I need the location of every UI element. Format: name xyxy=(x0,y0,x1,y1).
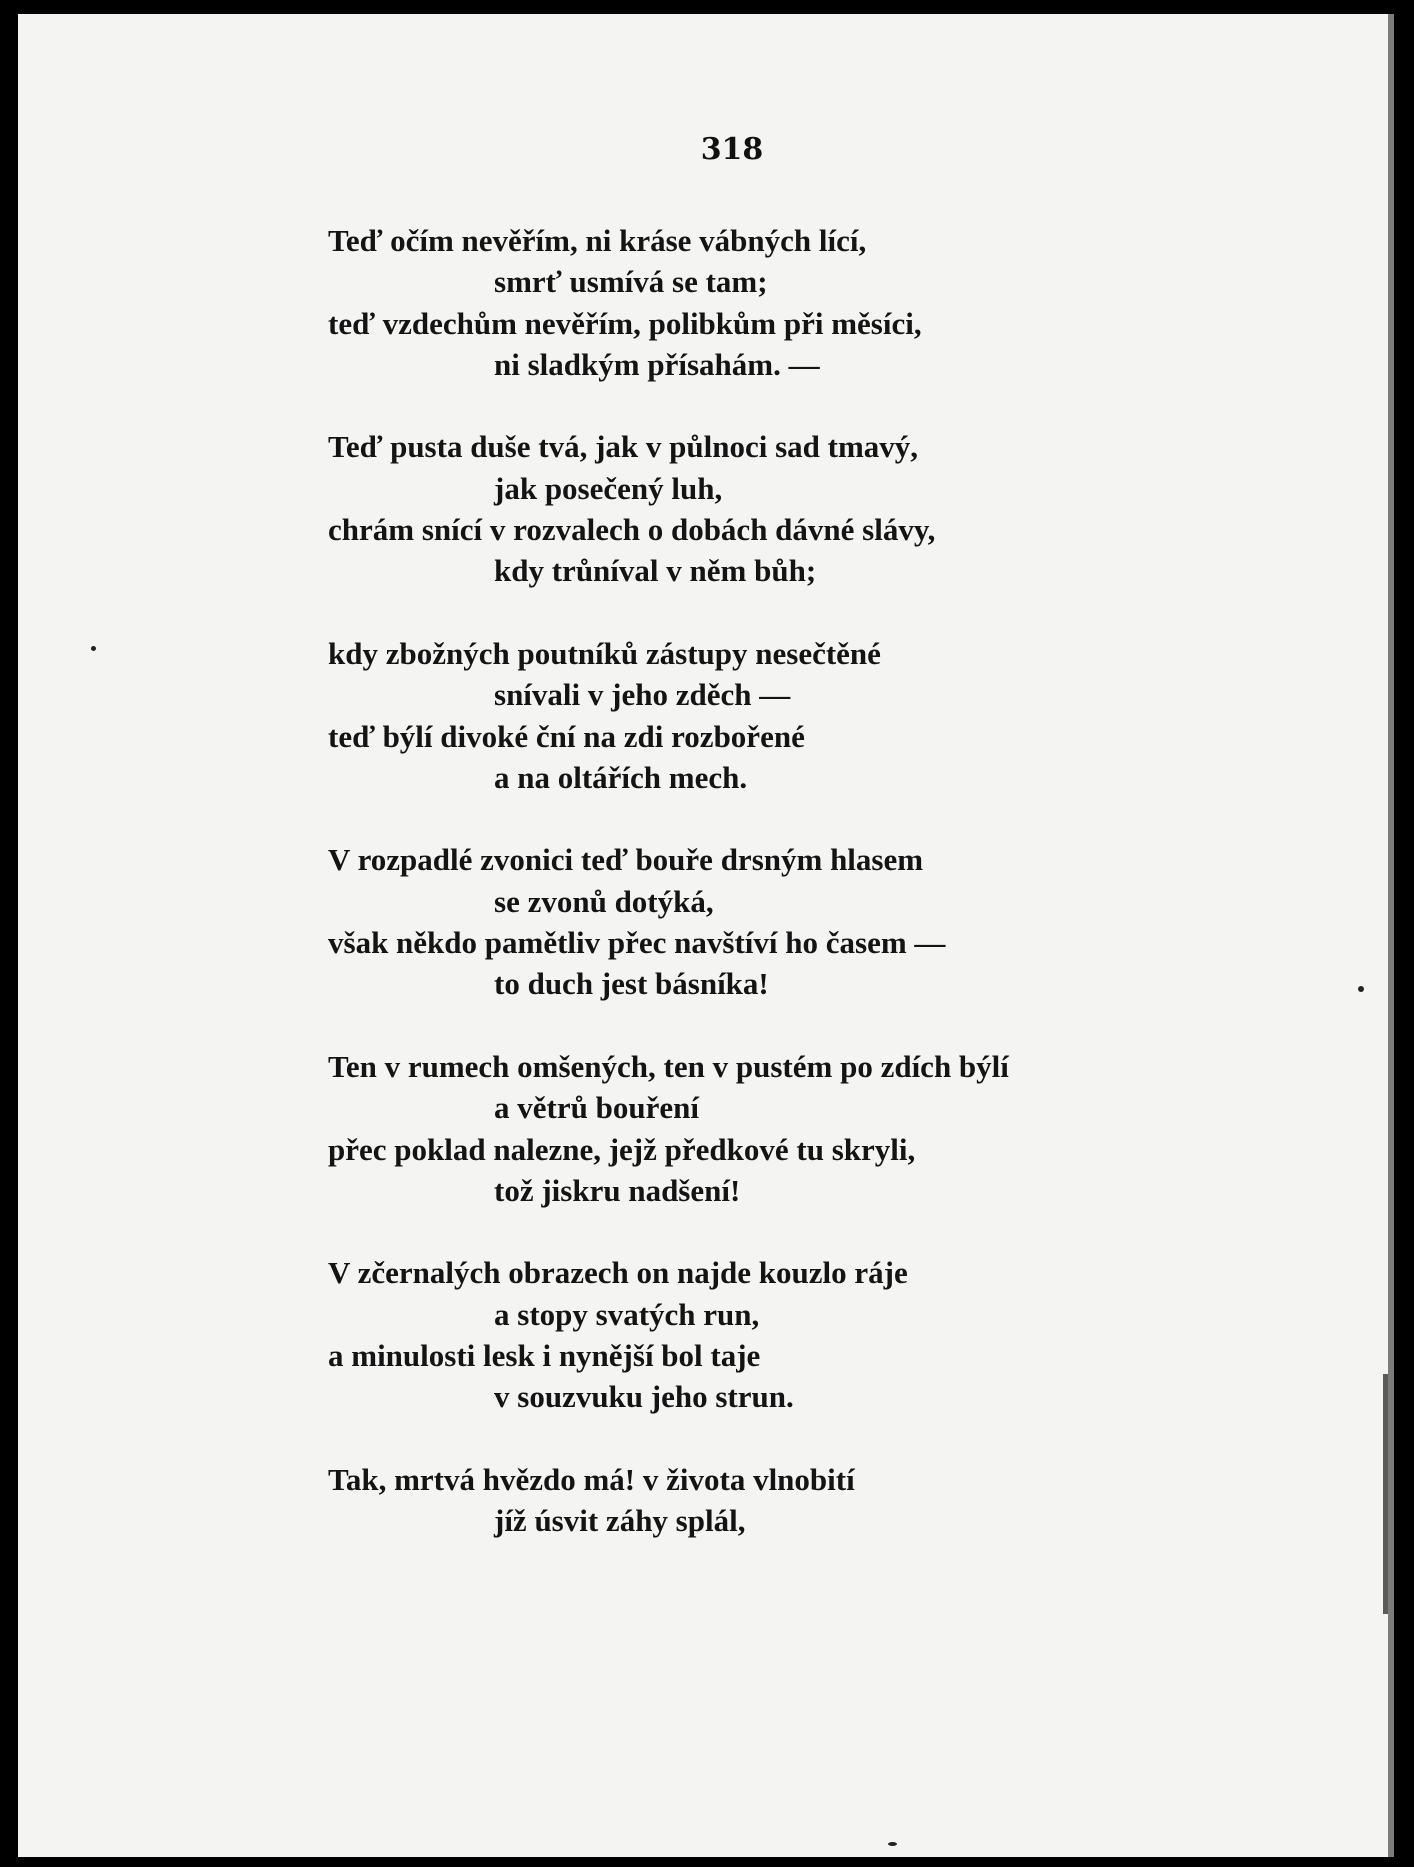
verse-line: a na oltářích mech. xyxy=(494,759,748,795)
verse-line: a stopy svatých run, xyxy=(494,1296,760,1332)
page-number: 318 xyxy=(700,132,764,167)
stanza xyxy=(328,426,1328,591)
verse-line: a větrů bouření xyxy=(494,1090,699,1126)
verse-line: tož jiskru nadšení! xyxy=(494,1172,741,1208)
stanza xyxy=(328,1252,1328,1417)
page-edge-shadow xyxy=(1388,14,1394,1857)
stanza xyxy=(328,633,1328,798)
poem xyxy=(328,220,1328,1583)
verse-line: ni sladkým přísahám. — xyxy=(494,346,820,382)
scan-speck xyxy=(1358,986,1364,992)
verse-line: teď vzdechům nevěřím, polibkům při měsíci, xyxy=(328,305,922,341)
verse-line: Teď očím nevěřím, ni kráse vábných lící, xyxy=(328,223,867,258)
verse-line: snívali v jeho zděch — xyxy=(494,677,791,713)
verse-line: kdy zbožných poutníků zástupy nesečtěné xyxy=(328,635,881,671)
verse-line: jíž úsvit záhy splál, xyxy=(494,1503,746,1539)
verse-line: přec poklad nalezne, jejž předkové tu skryli, xyxy=(328,1131,916,1167)
verse-line: kdy trůníval v něm bůh; xyxy=(494,553,817,589)
stanza xyxy=(328,839,1328,1004)
verse-line: se zvonů dotýká, xyxy=(494,883,714,919)
verse-line: jak posečený luh, xyxy=(494,470,723,506)
verse-line: v souzvuku jeho strun. xyxy=(494,1379,794,1415)
stanza xyxy=(328,1459,1328,1542)
verse-line: Ten v rumech omšených, ten v pustém po zdích býlí xyxy=(328,1048,1009,1084)
stanza xyxy=(328,1046,1328,1211)
verse-line: V zčernalých obrazech on najde kouzlo ráje xyxy=(328,1255,908,1291)
stanza xyxy=(328,220,1328,385)
page-edge-shadow xyxy=(1383,1374,1388,1614)
verse-line: to duch jest básníka! xyxy=(494,966,769,1002)
verse-line: smrť usmívá se tam; xyxy=(494,264,768,300)
verse-line: však někdo pamětliv přec navštíví ho časem — xyxy=(328,925,946,961)
verse-line: Teď pusta duše tvá, jak v půlnoci sad tmavý, xyxy=(328,429,919,465)
verse-line: chrám snící v rozvalech o dobách dávné slávy, xyxy=(328,512,936,548)
verse-line: teď býlí divoké ční na zdi rozbořené xyxy=(328,718,805,754)
scan-speck xyxy=(888,1842,897,1846)
verse-line: a minulosti lesk i nynější bol taje xyxy=(328,1338,761,1374)
scan-speck xyxy=(91,646,96,651)
verse-line: V rozpadlé zvonici teď bouře drsným hlasem xyxy=(328,842,924,878)
book-page xyxy=(18,14,1394,1857)
verse-line: Tak, mrtvá hvězdo má! v života vlnobití xyxy=(328,1461,855,1497)
